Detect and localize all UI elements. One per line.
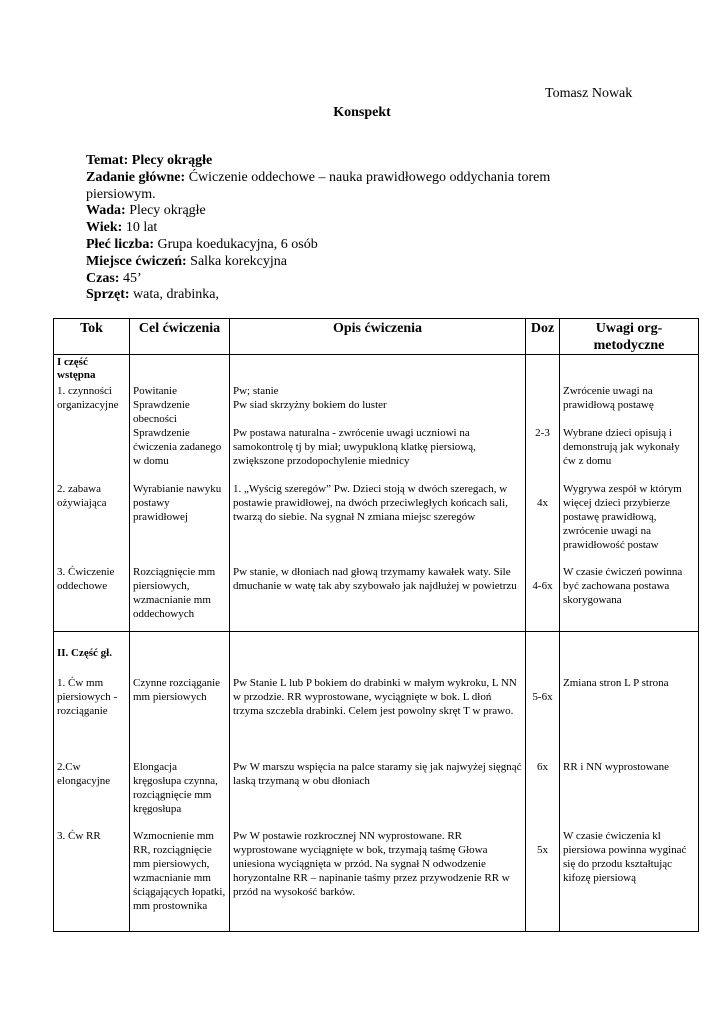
lesson-metadata [86,153,616,304]
section1-item1-cel: Powitanie Sprawdzenie obecności Sprawdzenie ćwiczenia zadanego w domu [133,385,222,467]
section1-item1-uwagi-b: Wybrane dzieci opisują i demonstrują jak wykonały ćw z domu [563,427,680,467]
section2-item2-opis: Pw W marszu wspięcia na palce staramy się jak najwyżej sięgnąć laską trzymaną w obu dłoniach [233,761,522,787]
section2-item1-cel: Czynne rozciąganie mm piersiowych [133,677,221,703]
section1-item2-cel: Wyrabianie nawyku postawy prawidłowej [133,483,222,523]
section1-title: I część wstępna [57,356,96,381]
meta-topic: Temat: Plecy okrągłe [86,153,213,168]
lesson-plan-table [53,318,699,932]
meta-equipment: Sprzęt: wata, drabinka, [86,287,219,303]
section2-opis-cell [230,632,526,932]
section1-item1-uwagi-a: Zwrócenie uwagi na prawidłową postawę [563,385,654,411]
section1-item3-uwagi: W czasie ćwiczeń powinna być zachowana postawa skorygowana [563,566,683,606]
section1-item1-tok: 1. czynności organizacyjne [57,385,119,411]
document-title: Konspekt [333,105,391,120]
section1-item3-tok: 3. Ćwiczenie oddechowe [57,566,115,592]
section2-item2-tok: 2.Cw elongacyjne [57,761,111,787]
section1-item1-opis-a: Pw; stanie [233,385,279,397]
section2-cel-cell [130,632,230,932]
section1-opis-cell [230,355,526,632]
header-tok: Tok [54,319,130,355]
section2-tok-cell [54,632,130,932]
section2-item2-doz: 6x [537,761,548,773]
section1-uwagi-cell [560,355,699,632]
section2-uwagi-cell [560,632,699,932]
section1-tok-cell [54,355,130,632]
section1-doz-cell [526,355,560,632]
author-name: Tomasz Nowak [545,86,633,101]
header-cel: Cel ćwiczenia [130,319,230,355]
section2-doz-cell [526,632,560,932]
section1-item3-opis: Pw stanie, w dłoniach nad głową trzymamy kawałek waty. Sile dmuchanie w watę tak aby szybowało jak najdłużej w powietrzu [233,566,517,592]
header-opis: Opis ćwiczenia [230,319,526,355]
section2-item1-doz: 5-6x [532,691,553,703]
section1-item1-doz: 2-3 [535,427,550,439]
section1-item3-cel: Rozciągnięcie mm piersiowych, wzmacnianie mm oddechowych [133,566,216,620]
section2-item3-tok: 3. Ćw RR [57,830,101,842]
table-row-section-2 [54,632,699,932]
meta-age: Wiek: 10 lat [86,220,158,236]
section2-item3-doz: 5x [537,844,548,856]
header-doz: Doz [526,319,560,355]
table-row-section-1 [54,355,699,632]
section1-cel-cell [130,355,230,632]
section1-item1-opis-c: Pw postawa naturalna - zwrócenie uwagi uczniowi na samokontrolę tj by miał; uwypukloną klatkę piersiową, zwiększone przodopochylenie miednicy [233,427,476,467]
section2-item1-tok: 1. Ćw mm piersiowych - rozciąganie [57,677,118,717]
section2-item3-cel: Wzmocnienie mm RR, rozciągnięcie mm piersiowych, wzmacnianie mm ściągających łopatki, mm prostownika [133,830,226,912]
section1-item2-tok: 2. zabawa ożywiająca [57,483,107,509]
section2-item2-cel: Elongacja kręgosłupa czynna, rozciągnięcie mm kręgosłupa [133,761,218,815]
section2-title: II. Część gł. [57,647,112,659]
section1-item2-doz: 4x [537,497,548,509]
section2-item1-opis: Pw Stanie L lub P bokiem do drabinki w małym wykroku, L NN w przodzie. RR wyprostowane, wyciągnięte w bok. L dłoń trzyma szczebla drabinki. Celem jest powolny skręt T w prawo. [233,677,517,717]
header-uwagi: Uwagi org-metodyczne [560,319,699,355]
section1-item3-doz: 4-6x [532,580,553,592]
meta-place: Miejsce ćwiczeń: Salka korekcyjna [86,253,287,269]
section1-item1-opis-b: Pw siad skrzyżny bokiem do luster [233,399,387,411]
section2-item3-uwagi: W czasie ćwiczenia kl piersiowa powinna wyginać się do przodu kształtując kifozę piersiową [563,830,687,884]
meta-defect: Wada: Plecy okrągłe [86,203,206,219]
meta-group: Płeć liczba: Grupa koedukacyjna, 6 osób [86,236,318,252]
section2-item3-opis: Pw W postawie rozkrocznej NN wyprostowane. RR wyprostowane wyciągnięte w bok, trzymają taśmę Głowa uniesiona wyciągnięta w przód. Na sygnał N odwodzenie horyzontalne RR – napinanie taśmy przez przywodzenie RR w przód na wysokość barków. [233,830,510,898]
table-header-row [54,319,699,355]
section1-item2-opis: 1. „Wyścig szeregów” Pw. Dzieci stoją w dwóch szeregach, w postawie prawidłowej, na dwóch przeciwległych końcach sali, twarzą do siebie. Na sygnał N zmiana miejsc szeregów [233,483,508,523]
section2-item2-uwagi: RR i NN wyprostowane [563,761,670,773]
section1-item2-uwagi: Wygrywa zespół w którym więcej dzieci przybierze postawę prawidłową, zwrócenie uwagi na prawidłowość postaw [563,483,682,551]
meta-main-task: Zadanie główne: Ćwiczenie oddechowe – nauka prawidłowego oddychania torem piersiowym. [86,169,551,202]
meta-time: Czas: 45’ [86,270,142,286]
section2-item1-uwagi: Zmiana stron L P strona [563,677,669,689]
